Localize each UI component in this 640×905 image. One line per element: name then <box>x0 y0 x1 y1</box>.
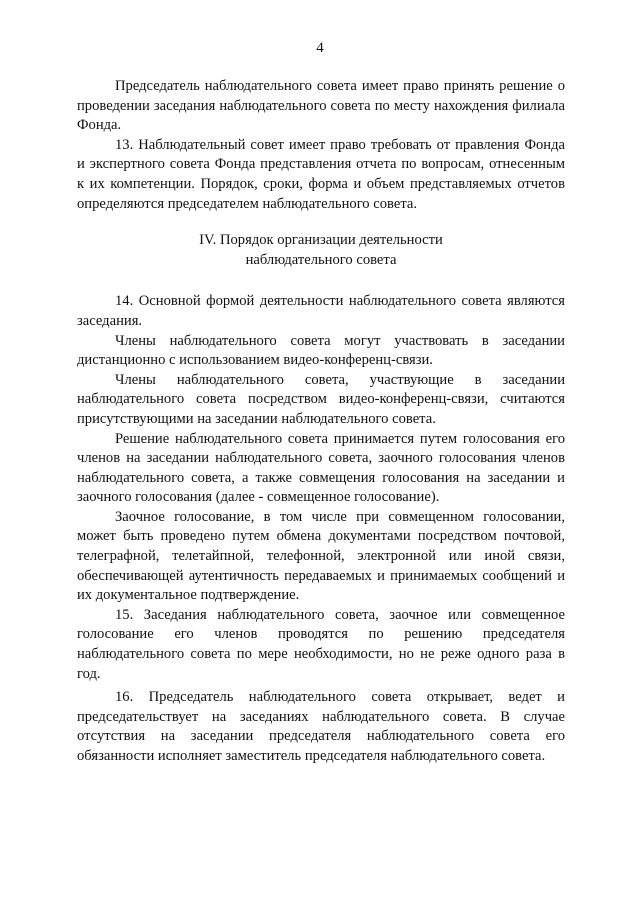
paragraph-16-chairman: 16. Председатель наблюдательного совета открывает, ведет и председательствует на заседаниях наблюдательного совета. В случае отсутствия на заседании председателя наблюдательного совета его обязанности исполняет заместитель председателя наблюдательного совета. <box>77 689 565 764</box>
paragraph-14-meetings: 14. Основной формой деятельности наблюдательного совета являются заседания. <box>77 293 565 329</box>
paragraph-15-frequency: 15. Заседания наблюдательного совета, заочное или совмещенное голосование его членов проводятся по решению председателя наблюдательного совета по мере необходимости, но не реже одного раза в год. <box>77 606 565 682</box>
page-number: 4 <box>316 40 324 56</box>
paragraph-absentee-voting: Заочное голосование, в том числе при совмещенном голосовании, может быть проведено путем обмена документами посредством почтовой, телеграфной, телетайпной, телефонной, электронной или иной связи, обеспечивающей аутентичность передаваемых и принимаемых сообщений и их документальное подтверждение. <box>77 508 565 604</box>
section-heading-line1: IV. Порядок организации деятельности <box>199 232 443 249</box>
section-heading-line2: наблюдательного совета <box>245 251 397 268</box>
paragraph-remote-participation: Члены наблюдательного совета могут участвовать в заседании дистанционно с использованием видео-конференц-связи. <box>77 332 565 369</box>
paragraph-chairman-branch-meeting: Председатель наблюдательного совета имеет право принять решение о проведении заседания наблюдательного совета по месту нахождения филиала Фонда. <box>77 78 565 134</box>
document-body <box>77 77 565 767</box>
paragraph-13-reports: 13. Наблюдательный совет имеет право требовать от правления Фонда и экспертного совета Фонда представления отчета по вопросам, отнесенным к их компетенции. Порядок, сроки, форма и объем представляемых отчетов определяются председателем наблюдательного совета. <box>77 136 565 212</box>
paragraph-video-presence: Члены наблюдательного совета, участвующие в заседании наблюдательного совета посредством видео-конференц-связи, считаются присутствующими на заседании наблюдательного совета. <box>77 371 565 427</box>
section-heading <box>77 231 565 270</box>
paragraph-voting-methods: Решение наблюдательного совета принимается путем голосования его членов на заседании наблюдательного совета, заочного голосования членов наблюдательного совета, а также совмещения голосования на заседании и заочного голосования (далее - совмещенное голосование). <box>77 430 565 506</box>
